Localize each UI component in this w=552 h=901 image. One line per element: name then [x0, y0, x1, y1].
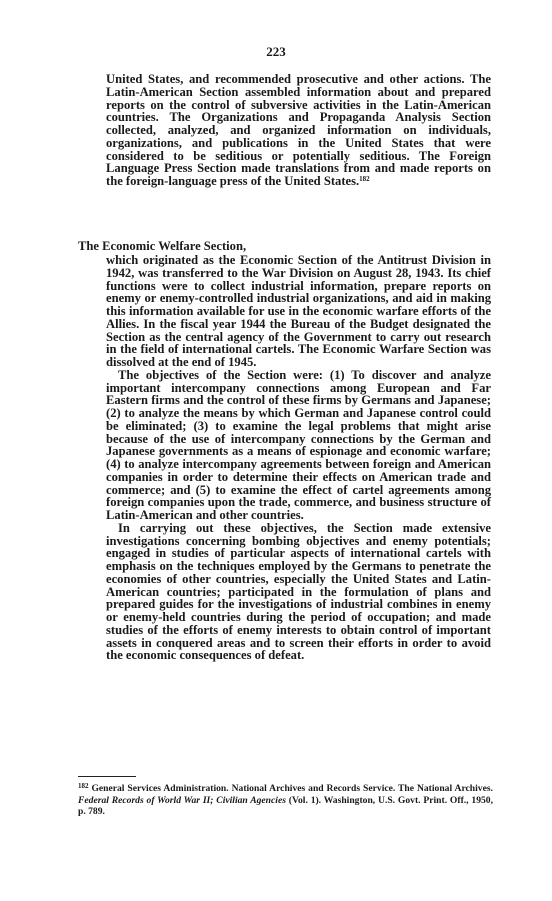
footnote-italic-title: Federal Records of World War II; Civilian Agencies — [78, 794, 286, 806]
section-body — [106, 254, 491, 662]
footnote-text-before: General Services Administration. National Archives and Records Service. The National Archives. — [91, 783, 493, 794]
section-heading: The Economic Welfare Section, — [78, 239, 247, 253]
section-paragraph-1: which originated as the Economic Section of the Antitrust Division in 1942, was transferred to the War Division on August 28, 1943. Its chief functions were to collect industrial information, prepare reports on enemy or enemy-controlled industrial organizations, and aid in making this information available for use in the economic warfare efforts of the Allies. In the fiscal year 1944 the Bureau of the Budget designated the Section as the central agency of the Government to carry out research in the field of international cartels. The Economic Warfare Section was dissolved at the end of 1945. — [106, 253, 491, 369]
footnote-text-after: (Vol. 1). Washington, U.S. Govt. Print. Off., 1950, p. 789. — [78, 794, 493, 817]
top-paragraph-text: United States, and recommended prosecutive and other actions. The Latin-American Section assembled information about and prepared reports on the control of subversive activities in the Latin-American countries. The Organizations and Propaganda Analysis Section collected, analyzed, and organized information on individuals, organizations, and publications in the United States that were considered to be seditious or potentially seditious. The Foreign Language Press Section made translations from and made reports on the foreign-language press of the United States. — [106, 72, 491, 188]
page-number: 223 — [266, 44, 286, 59]
footnote — [78, 783, 493, 818]
footnote-divider — [78, 776, 136, 777]
top-paragraph — [106, 73, 491, 188]
section-paragraph-3: In carrying out these objectives, the Section made extensive investigations concerning bombing objectives and enemy potentials; engaged in studies of particular aspects of international cartels with emphasis on the techniques employed by the Germans to penetrate the economies of other countries, especially the United States and Latin-American countries; participated in the formulation of plans and prepared guides for the investigations of industrial combines in enemy or enemy-held countries during the period of occupation; and made studies of the efforts of enemy interests to obtain control of important assets in conquered areas and to screen their efforts in order to avoid the economic consequences of defeat. — [106, 520, 491, 663]
section-paragraph-2: The objectives of the Section were: (1) To discover and analyze important intercompany connections among European and Far Eastern firms and the control of these firms by Germans and Japanese; (2) to analyze the means by which German and Japanese control could be eliminated; (3) to examine the legal problems that might arise because of the use of intercompany connections by the German and Japanese governments as a means of espionage and economic warfare; (4) to analyze intercompany agreements between foreign and American companies in order to determine their effects on American trade and commerce; and (5) to examine the effect of cartel agreements among foreign companies upon the trade, commerce, and business structure of Latin-American and other countries. — [106, 367, 491, 522]
footnote-reference: 182 — [359, 175, 370, 183]
footnote-mark: 182 — [78, 782, 89, 790]
